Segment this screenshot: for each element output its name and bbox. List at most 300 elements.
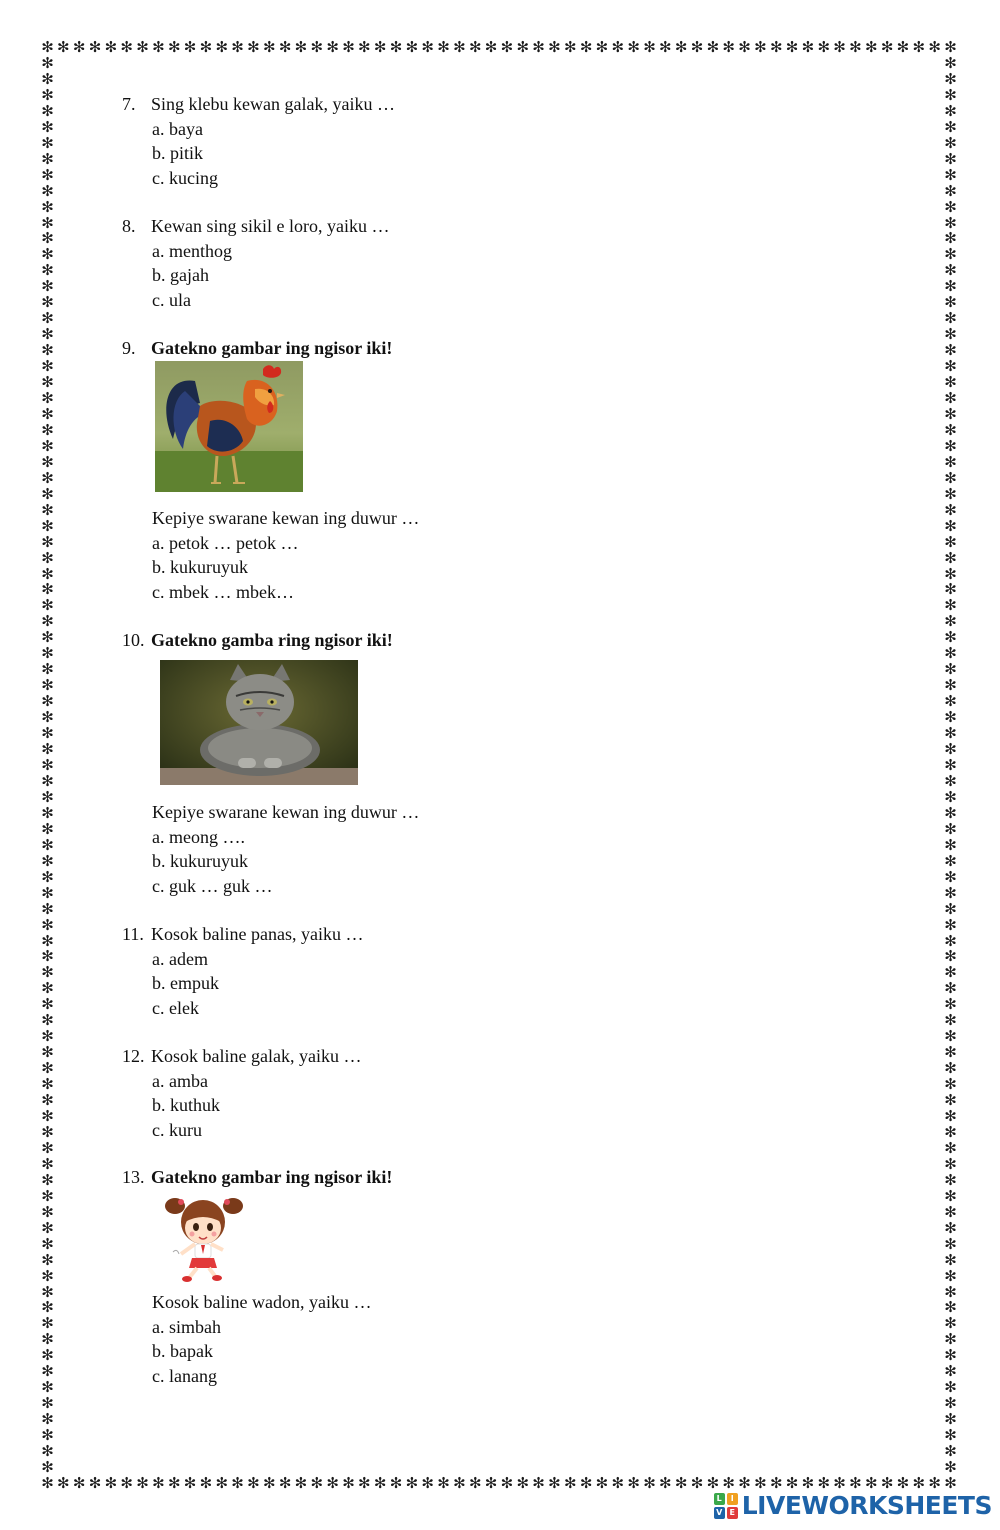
border-star: ✻ bbox=[41, 1059, 54, 1078]
border-star: ✻ bbox=[41, 724, 54, 743]
question-12 bbox=[122, 1044, 361, 1142]
question-stem: Kosok baline panas, yaiku … bbox=[151, 924, 364, 944]
border-star: ✻ bbox=[167, 1474, 181, 1492]
border-star: ✻ bbox=[437, 38, 450, 56]
border-star: ✻ bbox=[152, 1474, 165, 1492]
border-star: ✻ bbox=[738, 38, 751, 56]
border-star: ✻ bbox=[944, 1426, 957, 1445]
option-b[interactable]: b. pitik bbox=[152, 143, 204, 163]
border-star: ✻ bbox=[41, 1043, 54, 1062]
border-star: ✻ bbox=[342, 1474, 355, 1492]
border-star: ✻ bbox=[41, 452, 54, 471]
option-b[interactable]: b. kukuruyuk bbox=[152, 557, 248, 577]
border-star: ✻ bbox=[500, 38, 514, 56]
option-a[interactable]: a. simbah bbox=[152, 1316, 221, 1337]
border-star: ✻ bbox=[944, 1059, 957, 1078]
question-13-body bbox=[122, 1290, 371, 1388]
border-star: ✻ bbox=[944, 1394, 957, 1413]
border-star: ✻ bbox=[41, 835, 54, 854]
border-star: ✻ bbox=[944, 452, 957, 471]
option-a[interactable]: a. baya bbox=[152, 118, 203, 139]
border-star: ✻ bbox=[944, 564, 957, 583]
border-star: ✻ bbox=[247, 1474, 260, 1492]
border-star: ✻ bbox=[405, 1474, 419, 1492]
question-9-body bbox=[122, 506, 419, 604]
border-star: ✻ bbox=[167, 38, 181, 56]
border-star: ✻ bbox=[41, 1170, 54, 1189]
border-star: ✻ bbox=[944, 915, 957, 934]
border-star: ✻ bbox=[785, 38, 799, 56]
border-star: ✻ bbox=[41, 1011, 54, 1030]
border-star: ✻ bbox=[944, 1170, 957, 1189]
border-star: ✻ bbox=[944, 612, 957, 631]
option-a[interactable]: a. petok … petok … bbox=[152, 532, 299, 553]
border-star: ✻ bbox=[41, 516, 54, 535]
border-star: ✻ bbox=[405, 38, 419, 56]
border-star: ✻ bbox=[944, 101, 957, 120]
border-star: ✻ bbox=[944, 1091, 957, 1110]
border-star: ✻ bbox=[944, 979, 957, 998]
border-star: ✻ bbox=[41, 931, 54, 950]
border-star: ✻ bbox=[944, 325, 957, 344]
border-star: ✻ bbox=[944, 373, 957, 392]
question-number: 11. bbox=[122, 924, 144, 944]
border-star: ✻ bbox=[944, 995, 957, 1014]
border-star: ✻ bbox=[944, 1474, 957, 1492]
border-star: ✻ bbox=[41, 1394, 54, 1413]
border-star: ✻ bbox=[944, 1298, 957, 1317]
border-star: ✻ bbox=[373, 38, 387, 56]
border-star: ✻ bbox=[41, 1138, 54, 1157]
border-star: ✻ bbox=[579, 38, 593, 56]
border-star: ✻ bbox=[944, 1330, 957, 1349]
border-star: ✻ bbox=[548, 38, 561, 56]
border-star: ✻ bbox=[41, 1122, 54, 1141]
border-star: ✻ bbox=[41, 1314, 54, 1333]
border-star: ✻ bbox=[41, 181, 54, 200]
border-star: ✻ bbox=[944, 133, 957, 152]
border-star: ✻ bbox=[944, 851, 957, 870]
border-star: ✻ bbox=[41, 947, 54, 966]
border-star: ✻ bbox=[944, 1250, 957, 1269]
border-star: ✻ bbox=[41, 740, 54, 759]
border-star: ✻ bbox=[500, 1474, 514, 1492]
border-star: ✻ bbox=[944, 947, 957, 966]
border-star: ✻ bbox=[722, 38, 735, 56]
question-instruction: Gatekno gamba ring ngisor iki! bbox=[151, 630, 393, 650]
border-star: ✻ bbox=[579, 1474, 593, 1492]
border-star: ✻ bbox=[817, 1474, 831, 1492]
border-star: ✻ bbox=[532, 1474, 545, 1492]
border-star: ✻ bbox=[896, 38, 910, 56]
question-stem: Kepiye swarane kewan ing duwur … bbox=[152, 802, 420, 822]
border-star: ✻ bbox=[41, 229, 54, 248]
option-a[interactable]: a. amba bbox=[152, 1070, 208, 1091]
border-star: ✻ bbox=[944, 628, 957, 647]
border-star: ✻ bbox=[41, 261, 54, 280]
option-a[interactable]: a. meong …. bbox=[152, 826, 245, 847]
border-star: ✻ bbox=[41, 1218, 54, 1237]
border-star: ✻ bbox=[41, 325, 54, 344]
border-star: ✻ bbox=[41, 85, 54, 104]
border-star: ✻ bbox=[944, 1266, 957, 1285]
border-star: ✻ bbox=[627, 38, 640, 56]
border-star: ✻ bbox=[41, 357, 54, 376]
border-star: ✻ bbox=[41, 548, 54, 567]
border-star: ✻ bbox=[41, 787, 54, 806]
border-star: ✻ bbox=[326, 38, 339, 56]
border-star: ✻ bbox=[41, 468, 54, 487]
border-star: ✻ bbox=[944, 1218, 957, 1237]
border-star: ✻ bbox=[453, 38, 466, 56]
border-star: ✻ bbox=[944, 149, 957, 168]
border-star: ✻ bbox=[358, 1474, 371, 1492]
border-star: ✻ bbox=[754, 38, 767, 56]
question-stem: Sing klebu kewan galak, yaiku … bbox=[151, 94, 395, 114]
border-star: ✻ bbox=[136, 1474, 149, 1492]
border-star: ✻ bbox=[41, 1027, 54, 1046]
border-star: ✻ bbox=[611, 1474, 625, 1492]
question-number: 12. bbox=[122, 1046, 145, 1066]
border-star: ✻ bbox=[41, 213, 54, 232]
border-star: ✻ bbox=[944, 69, 957, 88]
border-star: ✻ bbox=[722, 1474, 735, 1492]
border-star: ✻ bbox=[41, 420, 54, 439]
border-star: ✻ bbox=[944, 293, 957, 312]
border-star: ✻ bbox=[944, 883, 957, 902]
border-star: ✻ bbox=[41, 133, 54, 152]
border-star: ✻ bbox=[801, 1474, 815, 1492]
question-13 bbox=[122, 1165, 392, 1190]
border-star: ✻ bbox=[41, 245, 54, 264]
border-star: ✻ bbox=[944, 596, 957, 615]
border-star: ✻ bbox=[136, 38, 149, 56]
border-star: ✻ bbox=[41, 660, 54, 679]
border-star: ✻ bbox=[41, 1266, 54, 1285]
border-star: ✻ bbox=[944, 357, 957, 376]
border-star: ✻ bbox=[674, 1474, 688, 1492]
question-stem: Kewan sing sikil e loro, yaiku … bbox=[151, 216, 390, 236]
border-star: ✻ bbox=[928, 1474, 941, 1492]
border-star: ✻ bbox=[944, 213, 957, 232]
border-star: ✻ bbox=[41, 995, 54, 1014]
border-star: ✻ bbox=[57, 38, 70, 56]
border-star: ✻ bbox=[41, 692, 54, 711]
border-star: ✻ bbox=[944, 341, 957, 360]
border-star: ✻ bbox=[944, 835, 957, 854]
border-star: ✻ bbox=[944, 708, 957, 727]
border-star: ✻ bbox=[944, 38, 957, 56]
border-star: ✻ bbox=[468, 1474, 482, 1492]
border-star: ✻ bbox=[563, 38, 577, 56]
border-star: ✻ bbox=[643, 1474, 656, 1492]
border-star: ✻ bbox=[41, 277, 54, 296]
border-star: ✻ bbox=[944, 229, 957, 248]
border-star: ✻ bbox=[278, 38, 292, 56]
question-7 bbox=[122, 92, 395, 190]
border-star: ✻ bbox=[41, 69, 54, 88]
border-star: ✻ bbox=[199, 38, 213, 56]
border-star: ✻ bbox=[389, 1474, 403, 1492]
cat-photo bbox=[160, 660, 358, 785]
border-star: ✻ bbox=[690, 38, 704, 56]
border-star: ✻ bbox=[41, 1186, 54, 1205]
border-star: ✻ bbox=[944, 404, 957, 423]
border-star: ✻ bbox=[944, 899, 957, 918]
border-star: ✻ bbox=[41, 1474, 54, 1492]
border-star: ✻ bbox=[944, 1458, 957, 1477]
border-star: ✻ bbox=[944, 819, 957, 838]
border-star: ✻ bbox=[944, 1075, 957, 1094]
border-star: ✻ bbox=[41, 1154, 54, 1173]
border-star: ✻ bbox=[231, 38, 244, 56]
border-star: ✻ bbox=[849, 38, 862, 56]
border-star: ✻ bbox=[944, 771, 957, 790]
border-star: ✻ bbox=[563, 1474, 577, 1492]
border-star: ✻ bbox=[41, 389, 54, 408]
border-star: ✻ bbox=[944, 740, 957, 759]
border-star: ✻ bbox=[944, 1186, 957, 1205]
border-star: ✻ bbox=[484, 38, 498, 56]
border-star: ✻ bbox=[896, 1474, 910, 1492]
border-star: ✻ bbox=[944, 420, 957, 439]
border-star: ✻ bbox=[738, 1474, 751, 1492]
border-star: ✻ bbox=[944, 692, 957, 711]
border-star: ✻ bbox=[41, 899, 54, 918]
border-star: ✻ bbox=[944, 277, 957, 296]
border-star: ✻ bbox=[41, 1458, 54, 1477]
option-a[interactable]: a. menthog bbox=[152, 240, 232, 261]
border-star: ✻ bbox=[785, 1474, 799, 1492]
border-star: ✻ bbox=[912, 38, 926, 56]
rooster-photo bbox=[155, 361, 303, 492]
border-star: ✻ bbox=[944, 756, 957, 774]
question-instruction: Gatekno gambar ing ngisor iki! bbox=[151, 1167, 393, 1187]
border-star: ✻ bbox=[944, 1011, 957, 1030]
border-star: ✻ bbox=[41, 404, 54, 423]
border-star: ✻ bbox=[944, 1282, 957, 1301]
option-b[interactable]: b. bapak bbox=[152, 1341, 213, 1361]
border-star: ✻ bbox=[944, 580, 957, 599]
border-star: ✻ bbox=[41, 532, 54, 551]
border-star: ✻ bbox=[57, 1474, 70, 1492]
border-star: ✻ bbox=[41, 612, 54, 631]
border-star: ✻ bbox=[532, 38, 545, 56]
question-number: 13. bbox=[122, 1167, 145, 1187]
option-c[interactable]: c. kuru bbox=[152, 1119, 202, 1140]
logo-mark-icon: L I V E bbox=[714, 1493, 738, 1519]
border-star: ✻ bbox=[944, 468, 957, 487]
border-star: ✻ bbox=[199, 1474, 213, 1492]
border-star: ✻ bbox=[262, 1474, 276, 1492]
border-star: ✻ bbox=[944, 548, 957, 567]
border-star: ✻ bbox=[41, 979, 54, 998]
girl-cartoon bbox=[163, 1192, 243, 1284]
border-star: ✻ bbox=[41, 38, 54, 56]
border-star: ✻ bbox=[41, 309, 54, 328]
border-star: ✻ bbox=[944, 931, 957, 950]
border-star: ✻ bbox=[278, 1474, 292, 1492]
option-b[interactable]: b. empuk bbox=[152, 973, 219, 993]
border-star: ✻ bbox=[41, 756, 54, 774]
border-star: ✻ bbox=[944, 436, 957, 455]
border-star: ✻ bbox=[754, 1474, 767, 1492]
border-star: ✻ bbox=[215, 38, 229, 56]
border-star: ✻ bbox=[310, 1474, 324, 1492]
border-star: ✻ bbox=[944, 803, 957, 822]
border-star: ✻ bbox=[437, 1474, 450, 1492]
border-star: ✻ bbox=[183, 38, 197, 56]
border-star: ✻ bbox=[944, 1138, 957, 1157]
border-star: ✻ bbox=[690, 1474, 704, 1492]
border-star: ✻ bbox=[231, 1474, 244, 1492]
border-star: ✻ bbox=[41, 580, 54, 599]
border-star: ✻ bbox=[41, 963, 54, 982]
border-star: ✻ bbox=[944, 644, 957, 663]
border-star: ✻ bbox=[944, 53, 957, 72]
border-star: ✻ bbox=[247, 38, 260, 56]
border-star: ✻ bbox=[944, 261, 957, 280]
border-star: ✻ bbox=[421, 1474, 434, 1492]
border-star: ✻ bbox=[41, 1091, 54, 1110]
border-star: ✻ bbox=[659, 1474, 672, 1492]
border-star: ✻ bbox=[833, 38, 846, 56]
question-instruction: Gatekno gambar ing ngisor iki! bbox=[151, 338, 393, 358]
border-star: ✻ bbox=[944, 1122, 957, 1141]
border-star: ✻ bbox=[944, 500, 957, 519]
border-star: ✻ bbox=[41, 644, 54, 663]
option-c[interactable]: c. mbek … mbek… bbox=[152, 581, 294, 602]
border-star: ✻ bbox=[41, 1075, 54, 1094]
question-number: 9. bbox=[122, 338, 136, 358]
border-star: ✻ bbox=[41, 149, 54, 168]
option-b[interactable]: b. kukuruyuk bbox=[152, 851, 248, 871]
border-star: ✻ bbox=[801, 38, 815, 56]
border-star: ✻ bbox=[41, 1202, 54, 1221]
liveworksheets-logo[interactable] bbox=[714, 1491, 992, 1520]
border-star: ✻ bbox=[41, 117, 54, 136]
border-star: ✻ bbox=[41, 1298, 54, 1317]
border-star: ✻ bbox=[944, 660, 957, 679]
question-11 bbox=[122, 922, 363, 1020]
border-star: ✻ bbox=[342, 38, 355, 56]
border-star: ✻ bbox=[944, 1154, 957, 1173]
question-10-body bbox=[122, 800, 419, 898]
border-star: ✻ bbox=[41, 1362, 54, 1381]
option-b[interactable]: b. gajah bbox=[152, 265, 209, 285]
border-star: ✻ bbox=[674, 38, 688, 56]
border-star: ✻ bbox=[516, 38, 530, 56]
border-star: ✻ bbox=[643, 38, 656, 56]
border-star: ✻ bbox=[120, 38, 133, 56]
border-star: ✻ bbox=[944, 484, 957, 503]
border-star: ✻ bbox=[944, 1410, 957, 1429]
border-star: ✻ bbox=[326, 1474, 339, 1492]
border-star: ✻ bbox=[41, 676, 54, 695]
border-star: ✻ bbox=[41, 165, 54, 184]
border-star: ✻ bbox=[294, 1474, 308, 1492]
border-star: ✻ bbox=[358, 38, 371, 56]
border-star: ✻ bbox=[706, 1474, 720, 1492]
border-star: ✻ bbox=[294, 38, 308, 56]
border-star: ✻ bbox=[453, 1474, 466, 1492]
border-star: ✻ bbox=[41, 1442, 54, 1461]
border-star: ✻ bbox=[944, 1346, 957, 1365]
border-star: ✻ bbox=[41, 484, 54, 503]
question-stem: Kepiye swarane kewan ing duwur … bbox=[152, 508, 420, 528]
border-star: ✻ bbox=[944, 724, 957, 743]
border-star: ✻ bbox=[849, 1474, 862, 1492]
border-star: ✻ bbox=[944, 787, 957, 806]
border-star: ✻ bbox=[41, 1346, 54, 1365]
question-8 bbox=[122, 214, 389, 312]
question-9 bbox=[122, 336, 392, 361]
border-star: ✻ bbox=[595, 38, 609, 56]
option-a[interactable]: a. adem bbox=[152, 948, 208, 969]
border-star: ✻ bbox=[944, 1362, 957, 1381]
border-star: ✻ bbox=[41, 197, 54, 216]
border-star: ✻ bbox=[659, 38, 672, 56]
border-star: ✻ bbox=[104, 38, 118, 56]
border-star: ✻ bbox=[944, 676, 957, 695]
question-number: 7. bbox=[122, 94, 136, 114]
border-star: ✻ bbox=[944, 197, 957, 216]
border-star: ✻ bbox=[421, 38, 434, 56]
border-star: ✻ bbox=[373, 1474, 387, 1492]
border-star: ✻ bbox=[944, 85, 957, 104]
border-star: ✻ bbox=[944, 117, 957, 136]
border-star: ✻ bbox=[41, 851, 54, 870]
border-star: ✻ bbox=[215, 1474, 229, 1492]
border-star: ✻ bbox=[41, 500, 54, 519]
border-star: ✻ bbox=[595, 1474, 609, 1492]
border-star: ✻ bbox=[41, 708, 54, 727]
border-star: ✻ bbox=[769, 1474, 783, 1492]
border-star: ✻ bbox=[944, 516, 957, 535]
border-star: ✻ bbox=[944, 1202, 957, 1221]
option-c[interactable]: c. elek bbox=[152, 997, 199, 1018]
border-star: ✻ bbox=[944, 1442, 957, 1461]
border-star: ✻ bbox=[41, 1107, 54, 1126]
border-star: ✻ bbox=[944, 309, 957, 328]
border-star: ✻ bbox=[41, 1426, 54, 1445]
option-c[interactable]: c. guk … guk … bbox=[152, 875, 273, 896]
border-star: ✻ bbox=[912, 1474, 926, 1492]
border-star: ✻ bbox=[104, 1474, 118, 1492]
option-c[interactable]: c. kucing bbox=[152, 167, 218, 188]
option-c[interactable]: c. lanang bbox=[152, 1365, 217, 1386]
border-star: ✻ bbox=[864, 38, 878, 56]
border-star: ✻ bbox=[944, 1378, 957, 1397]
question-number: 8. bbox=[122, 216, 136, 236]
border-star: ✻ bbox=[41, 53, 54, 72]
border-star: ✻ bbox=[468, 38, 482, 56]
border-star: ✻ bbox=[548, 1474, 561, 1492]
border-star: ✻ bbox=[41, 564, 54, 583]
border-star: ✻ bbox=[944, 1027, 957, 1046]
border-star: ✻ bbox=[88, 1474, 102, 1492]
option-b[interactable]: b. kuthuk bbox=[152, 1095, 221, 1115]
border-star: ✻ bbox=[944, 963, 957, 982]
border-star: ✻ bbox=[41, 803, 54, 822]
border-star: ✻ bbox=[706, 38, 720, 56]
border-star: ✻ bbox=[41, 101, 54, 120]
border-star: ✻ bbox=[389, 38, 403, 56]
border-star: ✻ bbox=[88, 38, 102, 56]
border-star: ✻ bbox=[611, 38, 625, 56]
border-star: ✻ bbox=[120, 1474, 133, 1492]
option-c[interactable]: c. ula bbox=[152, 289, 191, 310]
